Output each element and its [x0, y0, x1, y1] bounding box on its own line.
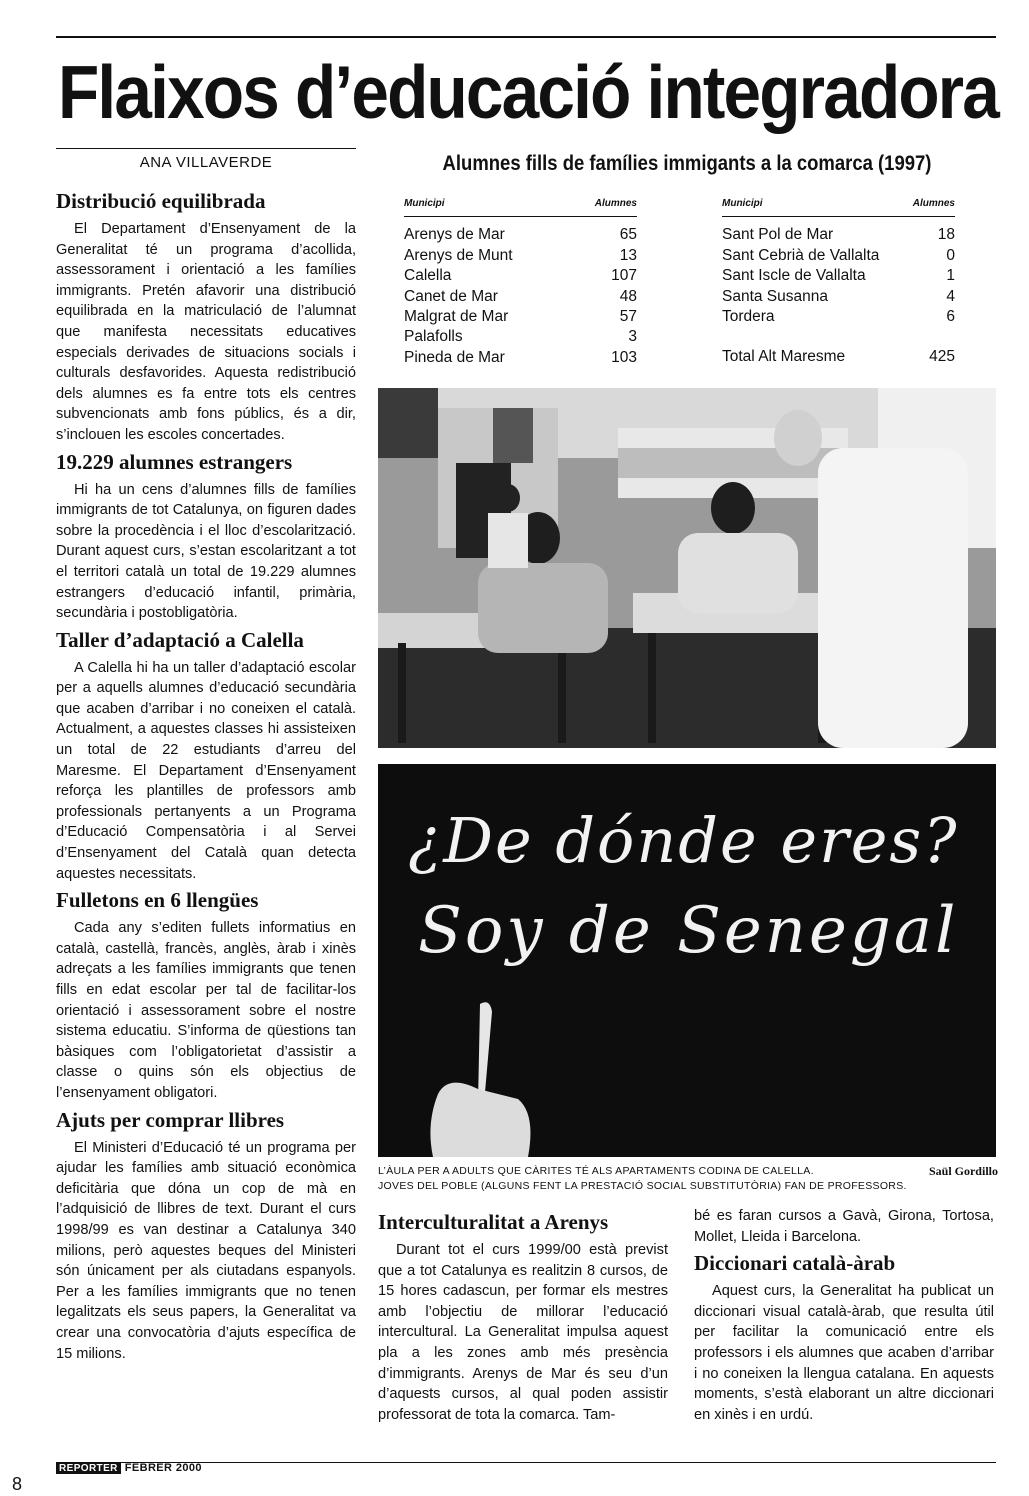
table-row — [404, 266, 637, 286]
mid-article-text: Durant tot el curs 1999/00 està previst que a tot Catalunya es realitzin 8 cursos, de 15 hores cadascun, per formar els mestres amb l’objectiu de millorar l’educació intercultural. La Generalitat impulsa aquest pla a les zones amb més presència d’immigrants. Arenys de Mar és seu d’un d’aquests cursos, al qual poden assistir professorat de tota la comarca. Tam- — [378, 1242, 668, 1423]
mid-article-heading: Interculturalitat a Arenys — [378, 1210, 609, 1234]
left-column — [56, 185, 356, 1364]
cell-alumnes: 57 — [619, 308, 637, 326]
section-text: A Calella hi ha un taller d’adaptació escolar per a aquells alumnes d’educació secundària que acaben d’arribar i no coneixen el català. Actualment, a aquestes classes hi assisteixen un total de 22 estudiants d’arreu del Maresme. El Departament d’Ensenyament reforça les plantilles de professors amb professionals pertanyents a un Programa d’Educació Compensatòria i al Servei d’Ensenyament del Català quan detecta aquestes necessitats. — [56, 659, 356, 882]
table-right — [722, 194, 955, 368]
publication-logo: REPORTER — [56, 1463, 121, 1474]
total-label: Total Alt Maresme — [722, 348, 846, 366]
table-row — [404, 307, 637, 327]
cell-alumnes: 18 — [937, 226, 955, 244]
table-row — [722, 307, 955, 327]
header-alumnes: Alumnes — [594, 198, 637, 209]
cell-alumnes: 107 — [611, 267, 637, 285]
table-row — [404, 327, 637, 347]
header-municipi: Municipi — [722, 198, 763, 209]
cell-municipi: Palafolls — [404, 328, 463, 346]
cell-municipi: Tordera — [722, 308, 775, 326]
page-number: 8 — [12, 1474, 23, 1494]
section-text: El Departament d’Ensenyament de la Generalitat té un programa d’acollida, assessorament i orientació a les famílies immigrants. Pretén afavorir una distribució equilibrada en la matriculació de l’alumnat que manifesta necessitats educatives especials derivades de situacions socials i culturals desfavorides. Aquesta redistribució dels alumnes es fa entre tots els centres subvencionats amb fons públics, és a dir, s’inclouen les escoles concertades. — [56, 221, 356, 443]
table-row — [404, 348, 637, 368]
chalkboard-answer: Soy de Senegal — [418, 894, 959, 968]
cell-municipi: Calella — [404, 267, 452, 285]
right-article — [694, 1206, 994, 1425]
top-rule — [56, 36, 996, 38]
footer — [56, 1462, 202, 1474]
table-header — [722, 194, 955, 217]
table-total-row — [722, 347, 955, 367]
cell-municipi: Arenys de Munt — [404, 246, 513, 264]
total-value: 425 — [929, 348, 955, 366]
cell-alumnes: 103 — [611, 348, 637, 366]
cell-alumnes: 1 — [946, 267, 955, 285]
cell-alumnes: 0 — [946, 246, 955, 264]
byline-rule — [56, 148, 356, 149]
table-row — [722, 266, 955, 286]
header-municipi: Municipi — [404, 198, 445, 209]
section-text: Cada any s’editen fullets informatius en català, castellà, francès, anglès, àrab i xinès adreçats a les famílies immigrants que tenen fills en edat escolar per tal de facilitar-los orientació i assessorament sobre el nostre sistema educatiu. S’informa de qüestions tan bàsiques com l’obligatorietat d’assistir a classe o quins són els objectius de l’ensenyament obligatori. — [56, 920, 356, 1101]
table-row — [722, 225, 955, 245]
right-article-text: Aquest curs, la Generalitat ha publicat un diccionari visual català-àrab, que resulta útil per facilitar la comunicació entre els professors i els alumnes que acaben d’arribar i no coneixen la llengua catalana. En aquests moments, s’està elaborant un altre diccionari en xinès i en urdú. — [694, 1283, 994, 1423]
cell-municipi: Sant Cebrià de Vallalta — [722, 246, 880, 264]
pointing-hand-icon — [418, 994, 538, 1157]
cell-municipi: Canet de Mar — [404, 287, 498, 305]
cell-alumnes: 3 — [628, 328, 637, 346]
table-row — [722, 287, 955, 307]
headline: Flaixos d’educació integradora — [58, 50, 999, 134]
mid-article — [378, 1206, 668, 1425]
section-heading: Fulletons en 6 llengües — [56, 888, 259, 913]
right-article-heading: Diccionari català-àrab — [694, 1251, 896, 1276]
chalkboard-question: ¿De dónde eres? — [408, 804, 959, 877]
cell-municipi: Sant Pol de Mar — [722, 226, 834, 244]
section-heading: Ajuts per comprar llibres — [56, 1107, 285, 1132]
cell-alumnes: 13 — [619, 246, 637, 264]
cell-alumnes: 48 — [619, 287, 637, 305]
table-row — [722, 246, 955, 266]
table-title: Alumnes fills de famílies immigants a la comarca (1997) — [442, 152, 932, 175]
cell-alumnes: 65 — [619, 226, 637, 244]
cell-municipi: Sant Iscle de Vallalta — [722, 267, 866, 285]
byline: ANA VILLAVERDE — [139, 154, 273, 171]
classroom-photo — [378, 388, 996, 748]
section-text: Hi ha un cens d’alumnes fills de famílies immigrants de tot Catalunya, on figuren dades sobre la procedència i el lloc d’escolarització. Durant aquest curs, s’estan escolaritzant a tot el territori català un total de 19.229 alumnes estrangers d’educació infantil, primària, secundària i postobligatòria. — [56, 481, 356, 622]
table-header — [404, 194, 637, 217]
photo-caption — [378, 1164, 998, 1194]
cell-alumnes: 4 — [946, 287, 955, 305]
table-row — [404, 246, 637, 266]
cell-municipi: Pineda de Mar — [404, 348, 505, 366]
issue-date: FEBRER 2000 — [124, 1462, 202, 1474]
section-heading: 19.229 alumnes estrangers — [56, 449, 293, 474]
cell-municipi: Santa Susanna — [722, 287, 829, 305]
continued-text: bé es faran cursos a Gavà, Girona, Tortosa, Mollet, Lleida i Barcelona. — [694, 1208, 994, 1245]
cell-municipi: Malgrat de Mar — [404, 308, 509, 326]
table-row — [404, 225, 637, 245]
cell-alumnes: 6 — [946, 308, 955, 326]
caption-line-1: L’ÀULA PER A ADULTS QUE CÀRITES TÉ ALS APARTAMENTS CODINA DE CALELLA. — [378, 1165, 814, 1177]
section-text: El Ministeri d’Educació té un programa per ajudar les famílies amb situació econòmica deficitària que dóna un cop de mà en l’adquisició de llibres de text. Durant el curs 1998/99 es van destinar a Catalunya 340 milions, però aquestes beques del Ministeri són únicament per als ciutadans espanyols. Per a les famílies immigrants que no tenen legalitzats els seus papers, la Generalitat va crear una convocatòria d’ajuts específica de 15 milions. — [56, 1139, 356, 1362]
table-left — [404, 194, 637, 368]
chalkboard-photo — [378, 764, 996, 1157]
section-heading: Distribució equilibrada — [56, 189, 266, 213]
cell-municipi: Arenys de Mar — [404, 226, 505, 244]
photo-credit: Saül Gordillo — [928, 1164, 998, 1178]
caption-line-2: JOVES DEL POBLE (ALGUNS FENT LA PRESTACIÓ SOCIAL SUBSTITUTÒRIA) FAN DE PROFESSORS. — [378, 1180, 907, 1192]
section-heading: Taller d’adaptació a Calella — [56, 627, 304, 652]
classroom-illustration — [378, 388, 996, 748]
table-row — [404, 287, 637, 307]
header-alumnes: Alumnes — [912, 198, 955, 209]
